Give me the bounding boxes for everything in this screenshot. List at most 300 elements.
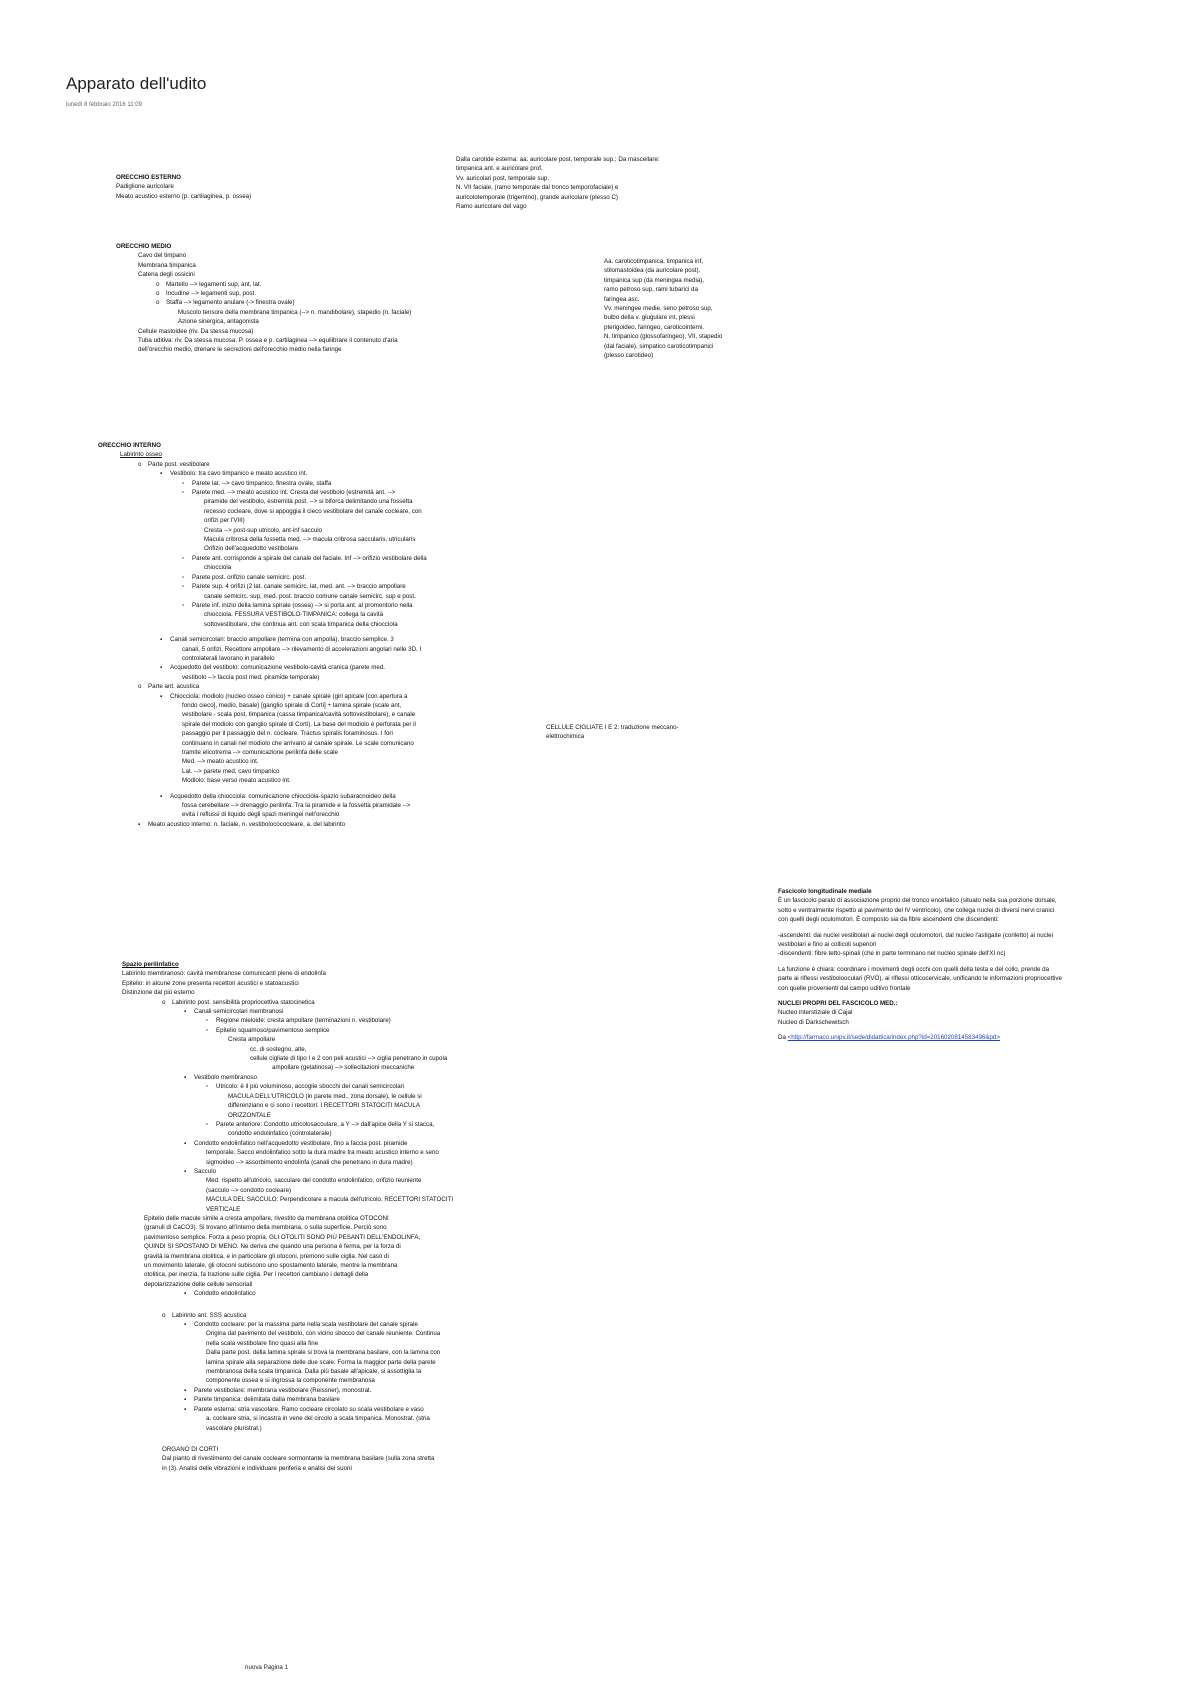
line-text: ramo petroso sup, rami tubarici da bbox=[604, 286, 698, 294]
line-text: Canali semicircolari membranosi bbox=[194, 1008, 284, 1016]
text-line bbox=[122, 1339, 453, 1348]
text-line bbox=[122, 1414, 453, 1423]
line-text: canale semicirc. sup, med. post. braccio comune canale semicirc. sup e post. bbox=[204, 592, 416, 600]
text-line bbox=[122, 1252, 453, 1261]
text-line bbox=[122, 969, 453, 978]
text-line bbox=[98, 810, 427, 819]
text-line bbox=[604, 276, 722, 285]
orecchio-esterno-note bbox=[456, 155, 660, 211]
line-text: vestibolo --> faccia post med. piramide temporale) bbox=[182, 673, 320, 681]
line-text: pavimentoso semplice. Forza a peso propria. GLI OTOLITI SONO PIÙ PESANTI DELL'ENDOLINFA, bbox=[144, 1233, 421, 1241]
text-line bbox=[778, 999, 1062, 1008]
orecchio-medio-section bbox=[116, 242, 411, 355]
line-text: Condotto endolinfatico bbox=[194, 1290, 256, 1298]
line-text: Macula cribrosa della fossetta med. --> macula cribrosa saccularis, utricularis bbox=[204, 536, 416, 544]
text-line bbox=[98, 610, 427, 619]
text-line bbox=[98, 739, 427, 748]
text-line bbox=[778, 1018, 1062, 1027]
line-text: Med. --> meato acustico int. bbox=[182, 758, 259, 766]
line-text: Cresta ampollare bbox=[228, 1036, 276, 1044]
text-line bbox=[122, 998, 453, 1007]
page-date: lunedì 8 febbraio 2016 11:09 bbox=[66, 102, 142, 108]
text-line bbox=[122, 1082, 453, 1091]
line-text: Parete med. --> meato acustico int. Cresta del vestibolo (estremità ant. --> bbox=[192, 489, 396, 497]
text-line bbox=[122, 1329, 453, 1338]
line-text: Condotto cocleare: per la massima parte nella scala vestibolare del canale spirale bbox=[194, 1321, 418, 1329]
line-text: pterigoideo, faringeo, caroticointerni. bbox=[604, 323, 705, 331]
text-line bbox=[98, 748, 427, 757]
line-text: controlaterali lavorano in parallelo bbox=[182, 654, 275, 662]
text-line bbox=[122, 1092, 453, 1101]
line-text: Parete post. orifizio canale semicirc. post. bbox=[192, 573, 307, 581]
bullet-icon: ▪ bbox=[184, 1405, 187, 1413]
line-text: MACULA DELL'UTRICOLO (in parete med., zona dorsale), le cellule si bbox=[228, 1092, 422, 1100]
line-text: Muscolo tensore della membrana timpanica (--> n. mandibolare), stapedio (n. faciale) bbox=[178, 308, 412, 316]
bullet-icon: ▪ bbox=[184, 1396, 187, 1404]
line-text: Parete inf. inizio della lamina spirale (ossea) --> si porta ant. al promontorio nella bbox=[192, 601, 413, 609]
text-line bbox=[98, 792, 427, 801]
line-text: ORGANO DI CORTI bbox=[162, 1445, 219, 1453]
text-line bbox=[98, 645, 427, 654]
line-text: ampollare (gelatinosa) --> sollecitazioni meccaniche bbox=[272, 1064, 415, 1072]
line-text: ORIZZONTALE bbox=[228, 1111, 271, 1119]
text-line bbox=[98, 592, 427, 601]
text-line bbox=[122, 1445, 453, 1454]
line-text: Condotto endolinfatico nell'acquedotto vestibolare, fino a faccia post. piramide bbox=[194, 1139, 408, 1147]
text-line bbox=[122, 1320, 453, 1329]
text-line bbox=[116, 308, 411, 317]
line-text: fossa cerebellare --> drenaggio perilinfa. Tra la piramide e la fossetta piramidale --> bbox=[182, 802, 411, 810]
line-text: ORECCHIO INTERNO bbox=[98, 442, 161, 449]
text-line bbox=[98, 526, 427, 535]
text-line bbox=[122, 1464, 453, 1473]
bullet-icon: o bbox=[156, 290, 160, 298]
text-line bbox=[122, 1386, 453, 1395]
line-text: orifizi per l'VIII) bbox=[204, 517, 245, 525]
text-line bbox=[116, 251, 411, 260]
text-line bbox=[116, 280, 411, 289]
bullet-icon: ▫ bbox=[182, 601, 185, 609]
text-line bbox=[122, 1395, 453, 1404]
text-line bbox=[456, 155, 660, 164]
text-line bbox=[122, 1111, 453, 1120]
text-line bbox=[122, 1424, 453, 1433]
line-text: Chiocciola: modiolo (nucleo osseo conico) + canale spirale (giri apicale [con apertura a bbox=[170, 692, 408, 700]
source-link[interactable]: <http://farmaco.unipv.it/sede/didattica/index.php?id=2016020814583496&pd> bbox=[787, 1034, 1000, 1042]
text-line bbox=[122, 979, 453, 988]
line-text: otolitica, per inerzia, fa trazione sulle ciglia. Per i recettori cambiano i dettagli della bbox=[144, 1271, 369, 1279]
text-line bbox=[116, 327, 411, 336]
line-text: ORECCHIO MEDIO bbox=[116, 243, 172, 250]
line-text: Lat. --> parete med. cavo timpanico bbox=[182, 767, 280, 775]
line-text: Parete esterna: stria vascolare. Ramo cocleare circolato su scala vestibolare e vaso bbox=[194, 1405, 424, 1413]
text-line bbox=[98, 507, 427, 516]
bullet-icon: ▫ bbox=[182, 573, 185, 581]
bullet-icon: o bbox=[162, 1311, 166, 1319]
text-line bbox=[604, 342, 722, 351]
text-line bbox=[778, 931, 1062, 940]
text-line bbox=[778, 896, 1062, 905]
text-line bbox=[98, 776, 427, 785]
line-text: nella scala vestibolare fino quasi alla fine bbox=[206, 1339, 319, 1347]
line-text: Parte post. vestibolare bbox=[148, 460, 210, 468]
line-text: Nucleo interstiziale di Cajal bbox=[778, 1009, 853, 1017]
text-line bbox=[116, 336, 411, 345]
text-line bbox=[778, 949, 1062, 958]
orecchio-esterno-section bbox=[116, 173, 251, 201]
line-text: condotto endolinfatico (controlaterale) bbox=[228, 1130, 332, 1138]
bullet-icon: ▪ bbox=[184, 1139, 187, 1147]
line-text: Labirinto osseo bbox=[120, 451, 162, 459]
text-line bbox=[456, 202, 660, 211]
bullet-icon: ▪ bbox=[184, 1386, 187, 1394]
page-footer: nuova Pagina 1 bbox=[245, 1664, 289, 1671]
text-line bbox=[98, 582, 427, 591]
text-line bbox=[122, 960, 453, 969]
text-line bbox=[122, 1129, 453, 1138]
text-line bbox=[122, 1280, 453, 1289]
line-text: ORECCHIO ESTERNO bbox=[116, 174, 181, 181]
text-line bbox=[116, 182, 251, 191]
text-line bbox=[122, 1367, 453, 1376]
bullet-icon: ▪ bbox=[184, 1290, 187, 1298]
text-line bbox=[778, 1008, 1062, 1017]
text-line bbox=[98, 673, 427, 682]
text-line bbox=[604, 304, 722, 313]
text-line bbox=[122, 1186, 453, 1195]
line-text: (sacculo --> condotto cocleare) bbox=[206, 1186, 292, 1194]
text-line bbox=[604, 266, 722, 275]
text-line bbox=[98, 469, 427, 478]
text-line bbox=[122, 1289, 453, 1298]
text-line bbox=[122, 1261, 453, 1270]
line-text: cellule cigliate di tipo I e 2 con peli acustici --> ciglia penetrano in cupola bbox=[250, 1055, 448, 1063]
text-line bbox=[122, 1167, 453, 1176]
bullet-icon: ▪ bbox=[160, 636, 163, 644]
text-line bbox=[98, 682, 427, 691]
line-text: faringea asc. bbox=[604, 295, 640, 303]
text-line bbox=[98, 663, 427, 672]
text-line bbox=[116, 270, 411, 279]
text-line bbox=[122, 1376, 453, 1385]
line-text: Meato acustico esterno (p. cartilaginea, p. ossea) bbox=[116, 192, 252, 200]
text-line bbox=[98, 654, 427, 663]
line-text: lamina spirale alla separazione delle due scale. Forma la maggior parte della parete bbox=[206, 1358, 436, 1366]
line-text: recesso cocleare, dove si appoggia il cieco vestibolare del canale cocleare, con bbox=[204, 507, 422, 515]
line-text: Aa. caroticotimpanica, timpanica inf, bbox=[604, 258, 704, 265]
line-text: Parete vestibolare: membrana vestibolare (Reissner), monostrat. bbox=[194, 1386, 372, 1394]
text-line bbox=[122, 1233, 453, 1242]
line-text: chiocciola. FESSURA VESTIBOLO-TIMPANICA: collega la cavità bbox=[204, 611, 384, 619]
text-line bbox=[98, 757, 427, 766]
text-line bbox=[98, 544, 427, 553]
line-text: sottovestibolare, che continua ant. con scala timpanica della chiocciola bbox=[204, 620, 398, 628]
line-text: Modiolo: base verso meato acustico int. bbox=[182, 777, 291, 785]
text-line bbox=[456, 174, 660, 183]
line-text: evita i reflussi di liquido degli spazi meningei nell'orecchio bbox=[182, 811, 340, 819]
text-line bbox=[98, 701, 427, 710]
text-line bbox=[122, 1195, 453, 1204]
line-text: NUCLEI PROPRI DEL FASCICOLO MED.: bbox=[778, 1000, 898, 1008]
text-line bbox=[122, 1214, 453, 1223]
line-text: Dalla parte post. della lamina spirale si trova la membrana basilare, con la lamina con bbox=[206, 1349, 441, 1357]
line-text: Utricolo: è il più voluminoso, accoglie sbocchi dei canali semicircolari bbox=[216, 1083, 405, 1091]
line-text: Cellule mastoidee (riv. Da stessa mucosa) bbox=[138, 327, 254, 335]
text-line bbox=[98, 516, 427, 525]
line-text: Azione sinergica, antagonista bbox=[178, 318, 259, 326]
line-text: Labirinto post. sensibilità propriocettiva statocinetica bbox=[172, 998, 315, 1006]
text-line bbox=[98, 488, 427, 497]
line-text: Distinzione dal più esterno bbox=[122, 989, 195, 997]
text-line bbox=[116, 173, 251, 182]
bullet-icon: ▪ bbox=[184, 1073, 187, 1081]
text-line bbox=[456, 183, 660, 192]
line-text: (granuli di CaCO3). Si trovano all'interno della membrana, o sulla superficie. Perciò sono bbox=[144, 1224, 387, 1232]
line-text: vestibolari e fino ai collicoli superiori bbox=[778, 941, 877, 949]
text-line bbox=[98, 720, 427, 729]
line-text: Vv. auricolari post, temporale sup. bbox=[456, 174, 550, 182]
text-line bbox=[116, 289, 411, 298]
text-line bbox=[122, 1063, 453, 1072]
line-text: a. cocleare stria, si incastra in vene del circolo a scala timpanica. Monostrat. (stria bbox=[206, 1415, 430, 1423]
line-text: differenziano e ci sono i recettori: I RECETTORI STATOCITI MACULA bbox=[228, 1102, 420, 1110]
text-line bbox=[122, 1007, 453, 1016]
text-line bbox=[122, 1270, 453, 1279]
line-text: continuano in canali nel modiolo che arrivano al canale spirale. Le scale comunicano bbox=[182, 739, 414, 747]
bullet-icon: o bbox=[162, 998, 166, 1006]
line-text: spirale del modiolo con ganglio spirale di Corti). La base del modiolo è perforata per il bbox=[182, 720, 416, 728]
line-text: Parete lat. --> cavo timpanico, finestra ovale, staffa bbox=[192, 479, 332, 487]
line-text: dell'orecchio medio, drenare le secrezioni dell'orecchio medio nella faringe bbox=[138, 346, 342, 354]
text-line bbox=[98, 479, 427, 488]
line-text: Dal pianto di rivestimento del canale cocleare sormontante la membrana basilare (sulla zona stretta bbox=[162, 1455, 435, 1463]
bullet-icon: ▫ bbox=[182, 479, 185, 487]
bullet-icon: ▪ bbox=[184, 1167, 187, 1175]
line-text: Cresta --> post-sup utricolo, ant-inf sacculo bbox=[204, 526, 323, 534]
line-text: Parete anteriore: Condotto utricolosacculare, a Y --> dall'apice della Y si stacca, bbox=[216, 1120, 435, 1128]
line-text: Epitelio squamoso/pavimentoso semplice bbox=[216, 1026, 330, 1034]
line-text: auricolotemporale (trigemino), grande auricolare (plesso C) bbox=[456, 193, 618, 201]
line-text: N. VII faciale, (ramo temporale dal tronco temporofaciale) e bbox=[456, 184, 619, 192]
line-text: parte ai riflessi vestibolooculari (RVO), ai riflessi otticocervicale, unificando le informazioni propriocettive bbox=[778, 975, 1062, 983]
text-line bbox=[122, 1158, 453, 1167]
text-line bbox=[778, 984, 1062, 993]
text-line bbox=[456, 164, 660, 173]
line-text: depolarizzazione delle cellule sensoriali bbox=[144, 1280, 253, 1288]
line-text: Regione mieloide: cresta ampollare (terminazioni n. vestibolare) bbox=[216, 1017, 391, 1025]
line-text: in (3). Analisi delle vibrazioni e individuare periferia e analisi dei suoni bbox=[162, 1464, 352, 1472]
text-line bbox=[98, 450, 427, 459]
text-line bbox=[122, 1120, 453, 1129]
text-line bbox=[122, 1148, 453, 1157]
line-text: canali, 5 orifizi. Recettore ampollare --> rilevamento di accelerazioni angolari nelle 3D. I bbox=[182, 645, 422, 653]
line-text: Orifizio dell'acquedotto vestibolare bbox=[204, 545, 299, 553]
line-text: Tuba uditiva: riv. Da stessa mucosa. P. ossea e p. cartilaginea --> equilibrare il contenuto d'aria bbox=[138, 337, 398, 345]
line-text: membranosa della scala timpanica. Dalla più basale all'apicale, si assottiglia la bbox=[206, 1368, 422, 1376]
bullet-icon: o bbox=[156, 299, 160, 307]
line-text: Parete ant. corrisponde a spirale del canale del faciale. Inf --> orifizio vestibolare della bbox=[192, 554, 427, 562]
line-text: Labirinto ant. SSS acustica bbox=[172, 1311, 247, 1319]
text-line bbox=[778, 915, 1062, 924]
text-line bbox=[778, 965, 1062, 974]
text-line bbox=[122, 1016, 453, 1025]
text-line bbox=[122, 1176, 453, 1185]
text-line bbox=[604, 351, 722, 360]
line-text: timpanica ant. e auricolare prof. bbox=[456, 165, 543, 173]
line-text: con quelle provenienti dal campo uditivo frontale bbox=[778, 984, 911, 992]
text-line bbox=[122, 1348, 453, 1357]
text-line bbox=[604, 295, 722, 304]
line-text: La funzione è chiara: coordinare i movimenti degli occhi con quelli della testa e del collo, prende da bbox=[778, 965, 1050, 973]
line-text: piramide del vestibolo, estremità post. --> si biforca delimitando una fossetta bbox=[204, 498, 413, 506]
text-line bbox=[98, 601, 427, 610]
line-text: chiocciola bbox=[204, 564, 232, 572]
text-line bbox=[98, 692, 427, 701]
bullet-icon: ▪ bbox=[160, 664, 163, 672]
text-line bbox=[122, 1045, 453, 1054]
line-text: QUINDI SI SPOSTANO DI MENO. Ne deriva che quando una persona è ferma, per la forza di bbox=[144, 1243, 401, 1251]
line-text: Origina dal pavimento del vestibolo, con vicino sbocco del canale reuniente. Continua bbox=[206, 1330, 441, 1338]
text-line bbox=[98, 573, 427, 582]
line-text: Parte ant. acustica bbox=[148, 683, 200, 691]
bullet-icon: ▪ bbox=[184, 1321, 187, 1329]
line-text: un movimento laterale, gli otoconi subiscono uno spostamento laterale, mentre la membrana bbox=[144, 1262, 398, 1269]
line-text: con quelli degli oculomotori. È composto sia da fibre ascendenti che discendenti: bbox=[778, 916, 999, 924]
line-text: Staffa --> legamento anulare (-> finestra ovale) bbox=[166, 299, 295, 307]
line-text: N. timpanico (glossofaringeo), VII, stapedio bbox=[604, 333, 723, 341]
line-text: Catena degli ossicini bbox=[138, 271, 195, 279]
text-line bbox=[116, 345, 411, 354]
line-text: È un fascicolo paralo di associazione proprio del tronco encefalico (situato nella sua porzione dorsale, bbox=[778, 897, 1057, 905]
text-line bbox=[778, 940, 1062, 949]
text-line bbox=[122, 1205, 453, 1214]
text-line bbox=[546, 723, 679, 732]
line-text: Labirinto membranoso: cavità membranose comunicanti piene di endolinfa bbox=[122, 970, 326, 978]
line-text: Sacculo bbox=[194, 1167, 217, 1175]
text-line bbox=[604, 323, 722, 332]
text-line bbox=[98, 801, 427, 810]
line-text: MACULA DEL SACCULO: Perpendicolare a macula dell'utricolo. RECETTORI STATOCITI bbox=[206, 1196, 454, 1204]
text-line bbox=[778, 906, 1062, 915]
text-line bbox=[122, 1242, 453, 1251]
text-line bbox=[122, 1101, 453, 1110]
text-line bbox=[116, 298, 411, 307]
line-text: temporale. Sacco endolinfatico sotto la dura madre tra meato acustico interno e seno bbox=[206, 1149, 439, 1157]
line-text: Vv. meningee medie, seno petroso sup, bbox=[604, 305, 713, 313]
text-line bbox=[122, 1035, 453, 1044]
text-line bbox=[98, 535, 427, 544]
line-text: bulbo della v. giugulare int, plessi bbox=[604, 314, 695, 322]
text-line bbox=[98, 460, 427, 469]
bullet-icon: o bbox=[138, 683, 142, 691]
bullet-icon: ▪ bbox=[184, 1008, 187, 1016]
line-text: (plesso carotideo) bbox=[604, 352, 654, 360]
cellule-cigliate-note bbox=[546, 723, 679, 742]
bullet-icon: ▫ bbox=[206, 1120, 209, 1128]
line-text: Canali semicircolari: braccio ampollare (termina con ampolla), braccio semplice. 3 bbox=[170, 636, 394, 644]
source-line bbox=[778, 1033, 1062, 1042]
text-line bbox=[98, 563, 427, 572]
text-line bbox=[778, 974, 1062, 983]
text-line bbox=[122, 1139, 453, 1148]
line-text: passaggio per il passaggio del n. cocleare. Tractus spiralis foraminosus. I fori bbox=[182, 730, 393, 738]
bullet-icon: o bbox=[156, 280, 160, 288]
text-line bbox=[116, 192, 251, 201]
text-line bbox=[98, 497, 427, 506]
line-text: elettrochimica bbox=[546, 733, 585, 741]
text-line bbox=[122, 1026, 453, 1035]
text-line bbox=[98, 441, 427, 450]
text-line bbox=[98, 620, 427, 629]
line-text: stilomastoidea (da auricolare post), bbox=[604, 267, 701, 275]
text-line bbox=[604, 313, 722, 322]
text-line bbox=[546, 732, 679, 741]
line-text: CELLULE CIGLIATE I E 2: traduzione meccano- bbox=[546, 724, 679, 731]
line-text: cc. di sostegno, alte, bbox=[250, 1045, 307, 1053]
text-line bbox=[604, 257, 722, 266]
line-text: componente ossea e si ingrossa la componente membranosa bbox=[206, 1377, 375, 1385]
line-text: timpanica sup (da meningea media), bbox=[604, 276, 705, 284]
line-text: (dal faciale), simpatico caroticotimpanici bbox=[604, 342, 714, 350]
text-line bbox=[98, 767, 427, 776]
line-text: -ascendenti: dai nuclei vestibolari ai nuclei degli oculomotori, dal nucleo l'astigaite (coriletto) ai nuclei bbox=[778, 931, 1053, 939]
text-line bbox=[98, 729, 427, 738]
line-text: Cavo del timpano bbox=[138, 252, 187, 260]
bullet-icon: ▪ bbox=[160, 792, 163, 800]
bullet-icon: o bbox=[138, 460, 142, 468]
line-text: Fascicolo longitudinale mediale bbox=[778, 888, 872, 895]
line-text: Meato acustico interno: n. faciale, n. vestibolocococleare, a. del labirinto bbox=[148, 820, 346, 828]
text-line bbox=[98, 635, 427, 644]
text-line bbox=[122, 988, 453, 997]
bullet-icon: ▫ bbox=[182, 489, 185, 497]
text-line bbox=[98, 554, 427, 563]
orecchio-medio-note bbox=[604, 257, 722, 360]
line-text: tramite elicotrema --> comunicazione perilinfa delle scale bbox=[182, 749, 338, 756]
line-text: VERTICALE bbox=[206, 1205, 241, 1213]
line-text: Membrana timpanica bbox=[138, 261, 196, 269]
page-title: Apparato dell'udito bbox=[66, 74, 207, 93]
line-text: sigmoideo --> assorbimento endolinfa (canali che penetrano in dura madre) bbox=[206, 1158, 413, 1166]
line-text: Incudine --> legamenti sup, post. bbox=[166, 290, 256, 298]
orecchio-interno-section bbox=[98, 441, 427, 829]
text-line bbox=[116, 317, 411, 326]
bullet-icon: ▫ bbox=[206, 1083, 209, 1091]
line-text: Med. rispetto all'utricolo, sacculare del condotto endolinfatico, orifizio reuniente bbox=[206, 1177, 422, 1185]
line-text: Padiglione auricolare bbox=[116, 183, 174, 191]
line-text: fondo cieco], medio, basale) [ganglio spirale di Corti] + lamina spirale (scale ant, bbox=[182, 701, 402, 709]
line-text: Vestibolo: tra cavo timpanico e meato acustico int. bbox=[170, 470, 308, 478]
text-line bbox=[122, 1054, 453, 1063]
line-text: Martello --> legamenti sup, ant, lat. bbox=[166, 280, 262, 288]
line-text: Acquedotto del vestibolo: comunicazione vestibolo-cavità cranica (parete med. bbox=[170, 664, 385, 672]
source-prefix: Da bbox=[778, 1034, 788, 1042]
text-line bbox=[98, 710, 427, 719]
line-text: Epitelio delle macule simile a cresta ampollare, rivestito da membrana otolitica OTOCONI bbox=[144, 1214, 389, 1222]
text-line bbox=[604, 332, 722, 341]
text-line bbox=[122, 1358, 453, 1367]
bullet-icon: ▫ bbox=[206, 1026, 209, 1034]
line-text: vascolare pluristrat.) bbox=[206, 1424, 262, 1432]
text-line bbox=[122, 1454, 453, 1463]
text-line bbox=[116, 242, 411, 251]
text-line bbox=[778, 887, 1062, 896]
bullet-icon: ▫ bbox=[206, 1017, 209, 1025]
line-text: Epitelio: in alcune zone presenta recettori acustici e statoacustici bbox=[122, 979, 299, 987]
text-line bbox=[122, 1223, 453, 1232]
line-text: Spazio perilinfatico bbox=[122, 961, 179, 968]
text-line bbox=[122, 1073, 453, 1082]
